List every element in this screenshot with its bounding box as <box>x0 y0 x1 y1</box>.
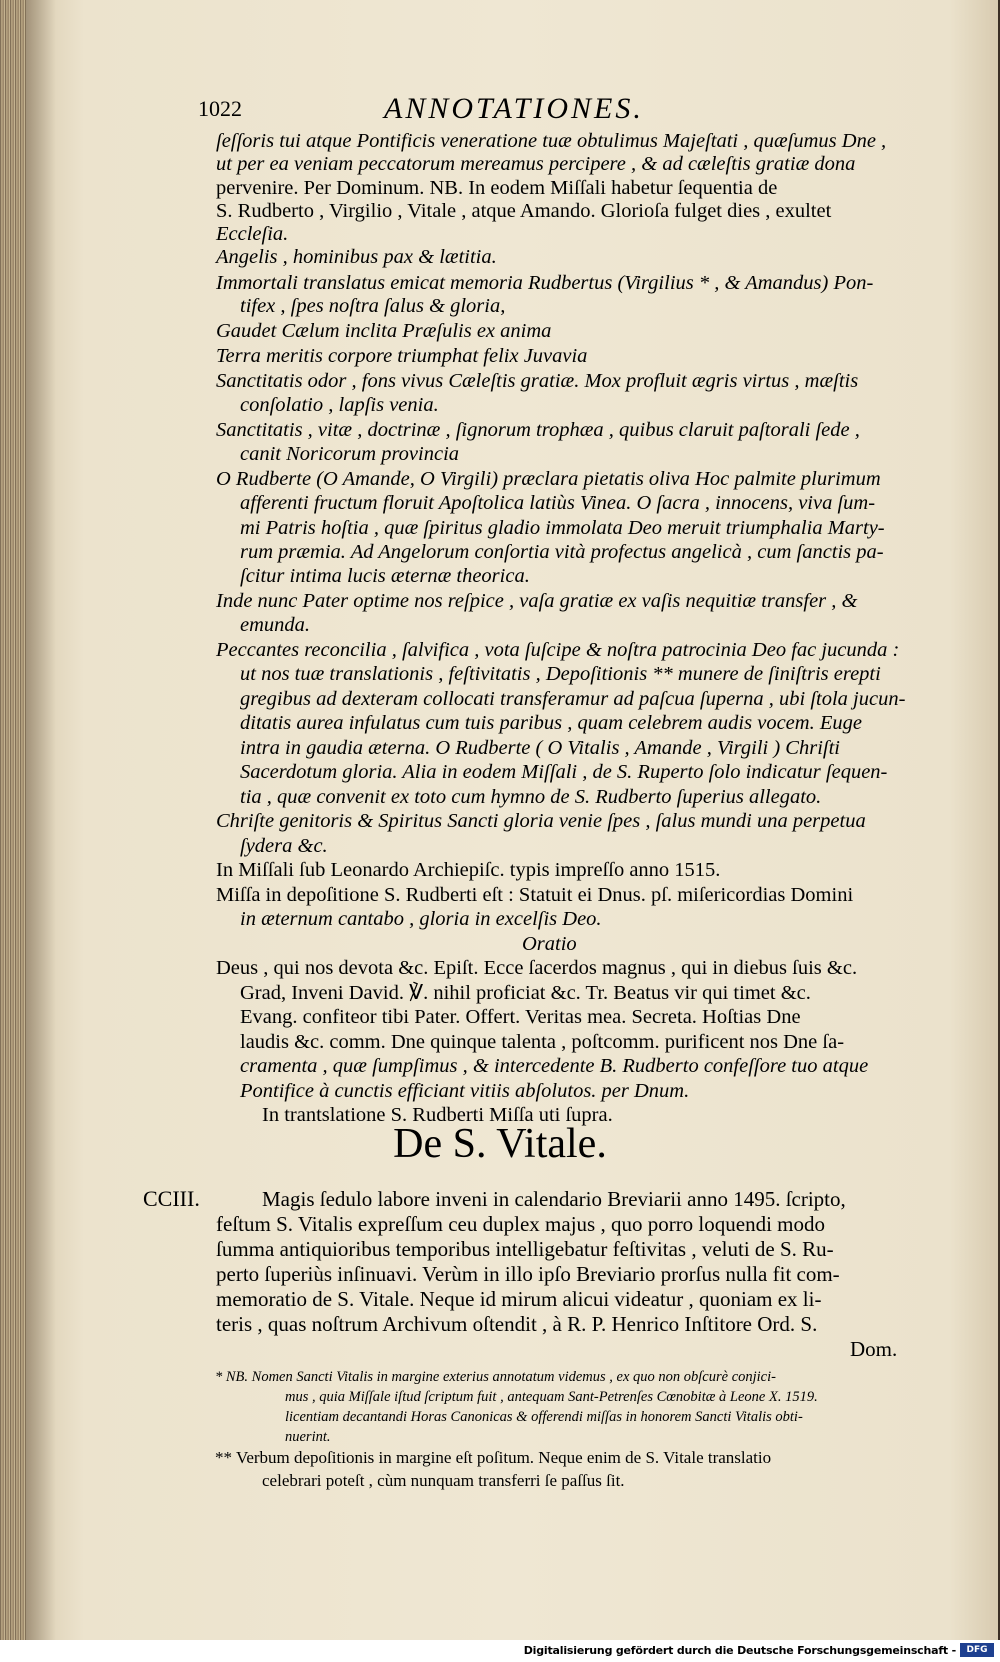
text-line: laudis &c. comm. Dne quinque talenta , poſtcomm. purificent nos Dne ſa- <box>240 1031 845 1053</box>
text-line: memoratio de S. Vitale. Neque id mirum alicui videatur , quoniam ex li- <box>216 1287 822 1311</box>
footer-bar <box>0 1640 1000 1662</box>
text-line: emunda. <box>240 614 311 636</box>
gutter-shadow <box>26 0 56 1640</box>
text-line: ſydera &c. <box>240 835 328 857</box>
text-line: ditatis aurea infulatus cum tuis paribus , quam celebrem audis vocem. Euge <box>240 712 862 734</box>
text-line: Sanctitatis odor , fons vivus Cæleſtis gratiæ. Mox profluit ægris virtus , mæſtis <box>216 370 859 392</box>
funding-credit: Digitalisierung gefördert durch die Deutsche Forschungsgemeinschaft - <box>523 1644 956 1657</box>
footnote-line: celebrari poteſt , cùm nunquam transferri ſe paſſus ſit. <box>262 1471 625 1490</box>
footnote-line: * NB. Nomen Sancti Vitalis in margine exterius annotatum videmus , ex quo non obſcurè conjici- <box>215 1369 776 1385</box>
text-line: perto ſuperiùs inſinuavi. Verùm in illo ipſo Breviario prorſus nulla fit com- <box>216 1262 840 1286</box>
text-line: canit Noricorum provincia <box>240 443 460 465</box>
section-title: De S. Vitale. <box>393 1121 607 1167</box>
footnote-line: licentiam decantandi Horas Canonicas & offerendi miſſas in honorem Sancti Vitalis obti- <box>285 1409 803 1425</box>
text-line: tia , quæ convenit ex toto cum hymno de S. Rudberto ſuperius allegato. <box>240 786 822 808</box>
oratio-heading: Oratio <box>522 933 577 955</box>
text-line: cramenta , quæ ſumpſimus , & intercedente B. Rudberto confeſſore tuo atque <box>240 1055 869 1077</box>
text-line: Immortali translatus emicat memoria Rudbertus (Virgilius * , & Amandus) Pon- <box>216 272 874 294</box>
footnote-line: mus , quia Miſſale iſtud ſcriptum fuit , antequam Sant-Petrenſes Cœnobitæ à Leone X. 1519. <box>285 1389 818 1405</box>
text-line: Inde nunc Pater optime nos reſpice , vaſa gratiæ ex vaſis nequitiæ transfer , & <box>216 590 858 612</box>
dfg-logo-icon: DFG <box>960 1643 994 1657</box>
text-line: mi Patris hoſtia , quæ ſpiritus gladio immolata Deo meruit triumphalia Marty- <box>240 517 885 539</box>
text-line: afferenti fructum floruit Apoſtolica latiùs Vinea. O ſacra , innocens, viva ſum- <box>240 492 876 514</box>
text-line: in æternum cantabo , gloria in excelſis Deo. <box>240 908 602 930</box>
catchword: Dom. <box>850 1337 898 1361</box>
text-line: tifex , ſpes noſtra ſalus & gloria, <box>240 295 506 317</box>
text-line: Angelis , hominibus pax & lætitia. <box>216 246 497 268</box>
running-head: ANNOTATIONES. <box>384 92 644 125</box>
text-line: intra in gaudia æterna. O Rudberte ( O Vitalis , Amande , Virgili ) Chriſti <box>240 737 840 759</box>
text-line: Evang. confiteor tibi Pater. Offert. Veritas mea. Secreta. Hoſtias Dne <box>240 1006 801 1028</box>
book-edge <box>0 0 26 1640</box>
text-line: ſcitur intima lucis æternæ theorica. <box>240 565 530 587</box>
page-number: 1022 <box>198 96 242 121</box>
text-line: Sacerdotum gloria. Alia in eodem Miſſali , de S. Ruperto ſolo indicatur ſequen- <box>240 761 888 783</box>
text-line: Eccleſia. <box>216 223 289 245</box>
text-line: pervenire. Per Dominum. NB. In eodem Miſſali habetur ſequentia de <box>216 177 778 199</box>
text-line: ſeſſoris tui atque Pontificis veneratione tuæ obtulimus Majeſtati , quæſumus Dne , <box>216 130 887 152</box>
text-line: gregibus ad dexteram collocati transferamur ad paſcua ſuperna , ubi ſtola jucun- <box>240 688 906 710</box>
text-line: ſumma antiquioribus temporibus intelligebatur feſtivitas , veluti de S. Ru- <box>216 1237 834 1261</box>
text-line: Peccantes reconcilia , ſalvifica , vota ſuſcipe & noſtra patrocinia Deo fac jucunda : <box>216 639 900 661</box>
text-line: ut nos tuæ translationis , feſtivitatis , Depoſitionis ** munere de ſiniſtris erepti <box>240 663 881 685</box>
text-line: In Miſſali ſub Leonardo Archiepiſc. typis impreſſo anno 1515. <box>216 859 721 881</box>
text-line: Miſſa in depoſitione S. Rudberti eſt : Statuit ei Dnus. pſ. miſericordias Domini <box>216 884 854 906</box>
text-line: Grad, Inveni David. ℣. nihil proficiat &c. Tr. Beatus vir qui timet &c. <box>240 982 811 1004</box>
text-line: In trantslatione S. Rudberti Miſſa uti ſupra. <box>262 1104 613 1126</box>
text-line: Sanctitatis , vitæ , doctrinæ , ſignorum trophæa , quibus claruit paſtorali ſede , <box>216 419 860 441</box>
text-line: S. Rudberto , Virgilio , Vitale , atque Amando. Glorioſa fulget dies , exultet <box>216 200 832 222</box>
text-line: Magis ſedulo labore inveni in calendario Breviarii anno 1495. ſcripto, <box>262 1187 846 1211</box>
text-line: rum præmia. Ad Angelorum conſortia vità profectus angelicà , cum ſanctis pa- <box>240 541 884 563</box>
text-line: feſtum S. Vitalis expreſſum ceu duplex majus , quo porro loquendi modo <box>216 1212 826 1236</box>
footnote-line: nuerint. <box>285 1429 331 1445</box>
text-line: ut per ea veniam peccatorum mereamus percipere , & ad cæleſtis gratiæ dona <box>216 153 856 175</box>
text-line: Pontifice à cunctis efficiant vitiis abſolutos. per Dnum. <box>240 1080 690 1102</box>
text-line: Gaudet Cælum inclita Præſulis ex anima <box>216 320 552 342</box>
text-line: Chriſte genitoris & Spiritus Sancti gloria venie ſpes , ſalus mundi una perpetua <box>216 810 866 832</box>
text-line: O Rudberte (O Amande, O Virgili) præclara pietatis oliva Hoc palmite plurimum <box>216 468 881 490</box>
section-marker: CCIII. <box>143 1186 200 1211</box>
footnote-line: ** Verbum depoſitionis in margine eſt poſitum. Neque enim de S. Vitale translatio <box>215 1448 772 1467</box>
text-line: conſolatio , lapſis venia. <box>240 394 439 416</box>
text-line: teris , quas noſtrum Archivum oſtendit , à R. P. Henrico Inſtitore Ord. S. <box>216 1312 818 1336</box>
text-line: Deus , qui nos devota &c. Epiſt. Ecce ſacerdos magnus , qui in diebus ſuis &c. <box>216 957 858 979</box>
text-line: Terra meritis corpore triumphat felix Juvavia <box>216 345 588 367</box>
